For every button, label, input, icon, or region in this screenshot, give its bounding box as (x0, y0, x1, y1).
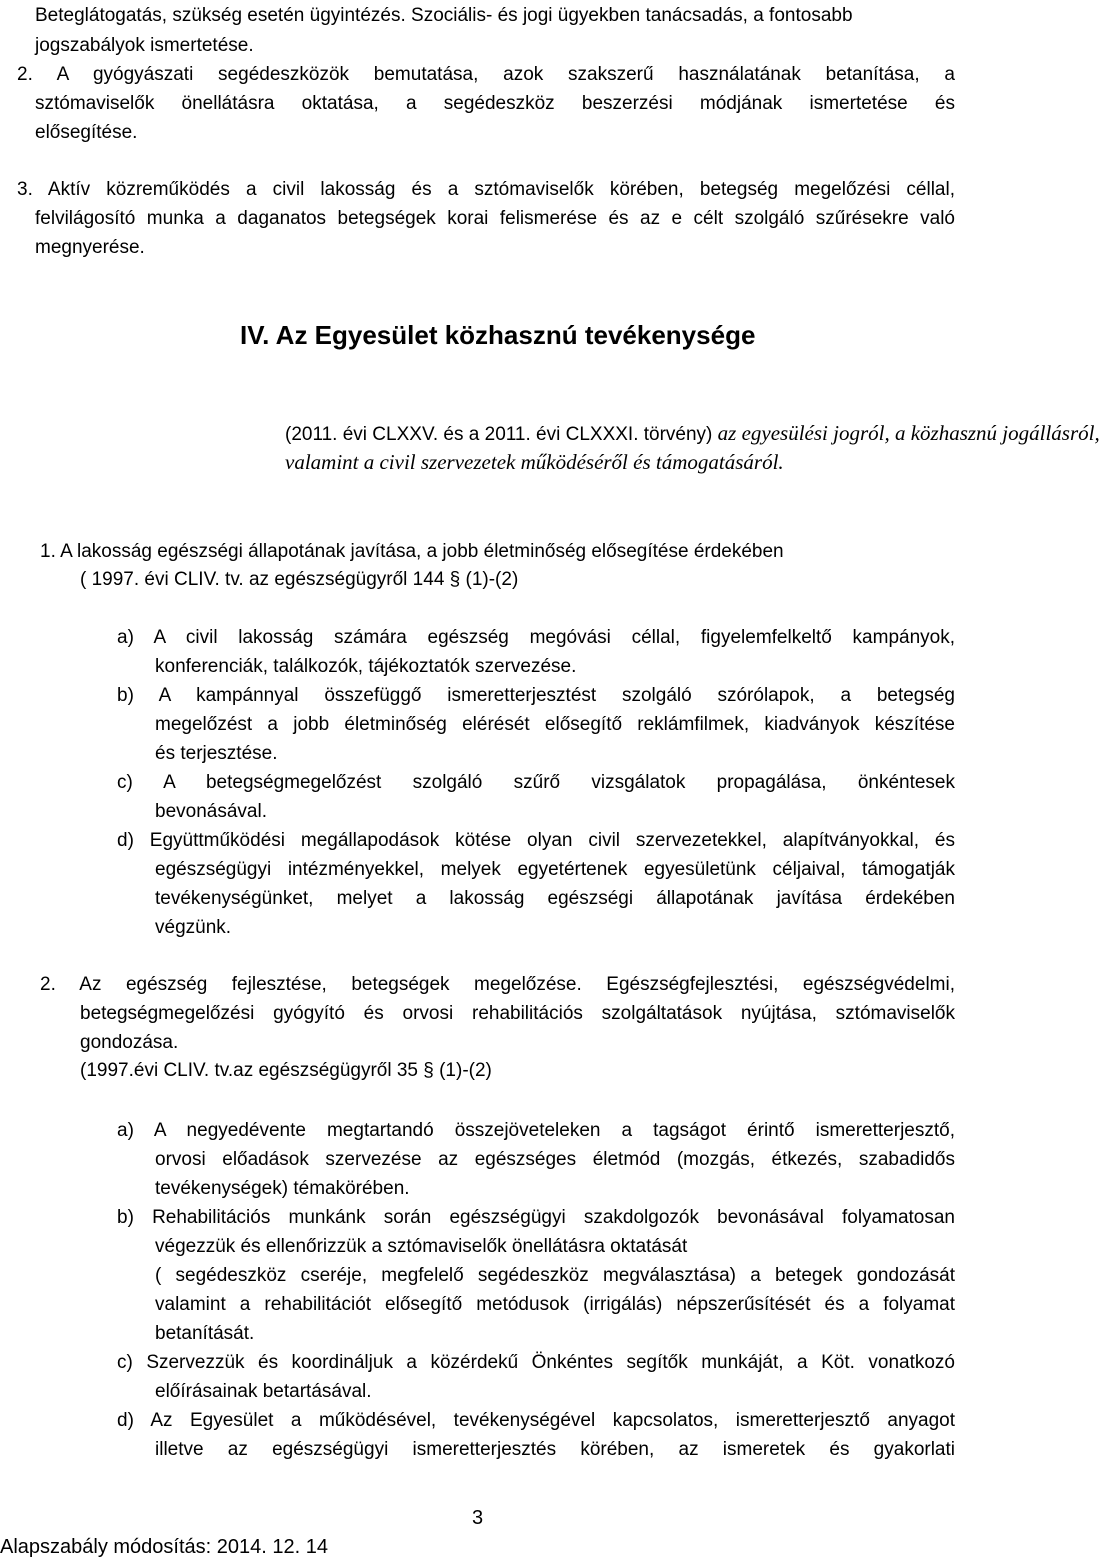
text-line: jogszabályok ismertetése. (35, 35, 254, 56)
law-reference (285, 421, 1100, 447)
amendment-footer: Alapszabály módosítás: 2014. 12. 14 (0, 1536, 328, 1558)
text-line: konferenciák, találkozók, tájékoztatók szervezése. (155, 656, 577, 677)
text-line: megelőzést a jobb életminőség elérését elősegítő reklámfilmek, kiadványok készítése (155, 714, 955, 735)
item-1-sub-b: b) A kampánnyal összefüggő ismeretterjesztést szolgáló szórólapok, a betegség (117, 685, 955, 706)
text-line: megnyerése. (35, 237, 145, 258)
text-line: illetve az egészségügyi ismeretterjesztés körében, az ismeretek és gyakorlati (155, 1439, 955, 1460)
text-line: ( segédeszköz cseréje, megfelelő segédeszköz megválasztása) a betegek gondozását (155, 1265, 955, 1286)
page-number: 3 (472, 1507, 484, 1529)
list-item-2: 2. A gyógyászati segédeszközök bemutatása, azok szakszerű használatának betanítása, a (17, 64, 955, 85)
text-line: (1997.évi CLIV. tv.az egészségügyről 35 § (1)-(2) (80, 1060, 492, 1081)
text-line: és terjesztése. (155, 743, 278, 764)
item-1-title: 1. A lakosság egészségi állapotának javítása, a jobb életminőség elősegítése érdekében (40, 541, 784, 562)
item-2-sub-b: b) Rehabilitációs munkánk során egészségügyi szakdolgozók bevonásával folyamatosan (117, 1207, 955, 1228)
item-1-title-cont: ( 1997. évi CLIV. tv. az egészségügyről 144 § (1)-(2) (80, 569, 519, 590)
text-line: betegségmegelőzési gyógyító és orvosi rehabilitációs szolgáltatások nyújtása, sztómaviselők (80, 1003, 955, 1024)
list-item-3: 3. Aktív közreműködés a civil lakosság és a sztómaviselők körében, betegség megelőzési céllal, (17, 179, 955, 200)
law-description-cont: valamint a civil szervezetek működéséről és támogatásáról. (285, 450, 784, 474)
item-1-sub-a: a) A civil lakosság számára egészség megóvási céllal, figyelemfelkeltő kampányok, (117, 627, 955, 648)
item-2-sub-c: c) Szervezzük és koordináljuk a közérdekű Önkéntes segítők munkáját, a Köt. vonatkozó (117, 1352, 955, 1373)
text-line: Beteglátogatás, szükség esetén ügyintézés. Szociális- és jogi ügyekben tanácsadás, a fontosabb (35, 5, 853, 26)
text-line: elősegítése. (35, 122, 138, 143)
text-line: sztómaviselők önellátásra oktatása, a segédeszköz beszerzési módjának ismertetése és (35, 93, 955, 114)
item-1-sub-d: d) Együttműködési megállapodások kötése olyan civil szervezetekkel, alapítványokkal, és (117, 830, 955, 851)
text-line: egészségügyi intézményekkel, melyek egyetértenek egyesületünk céljaival, támogatják (155, 859, 955, 880)
law-citation: (2011. évi CLXXV. és a 2011. évi CLXXXI. törvény) (285, 424, 713, 445)
law-description: az egyesülési jogról, a közhasznú jogállásról, (712, 421, 1100, 445)
text-line: valamint a rehabilitációt elősegítő metódusok (irrigálás) népszerűsítését és a folyamat (155, 1294, 955, 1315)
text-line: végzünk. (155, 917, 232, 938)
text-line: felvilágosító munka a daganatos betegségek korai felismerése és az e célt szolgáló szűrésekre való (35, 208, 955, 229)
text-line: orvosi előadások szervezése az egészséges életmód (mozgás, étkezés, szabadidős (155, 1149, 955, 1170)
item-2-sub-a: a) A negyedévente megtartandó összejöveteleken a tagságot érintő ismeretterjesztő, (117, 1120, 955, 1141)
text-line: előírásainak betartásával. (155, 1381, 372, 1402)
section-heading: IV. Az Egyesület közhasznú tevékenysége (240, 320, 756, 350)
text-line: végezzük és ellenőrizzük a sztómaviselők önellátásra oktatását (155, 1236, 688, 1257)
text-line: bevonásával. (155, 801, 267, 822)
item-2-title: 2. Az egészség fejlesztése, betegségek megelőzése. Egészségfejlesztési, egészségvédelmi, (40, 974, 955, 995)
item-2-sub-d: d) Az Egyesület a működésével, tevékenységével kapcsolatos, ismeretterjesztő anyagot (117, 1410, 955, 1431)
item-1-sub-c: c) A betegségmegelőzést szolgáló szűrő vizsgálatok propagálása, önkéntesek (117, 772, 955, 793)
text-line: tevékenységek) témakörében. (155, 1178, 410, 1199)
text-line: betanítását. (155, 1323, 255, 1344)
text-line: tevékenységünket, melyet a lakosság egészségi állapotának javítása érdekében (155, 888, 955, 909)
text-line: gondozása. (80, 1032, 179, 1053)
